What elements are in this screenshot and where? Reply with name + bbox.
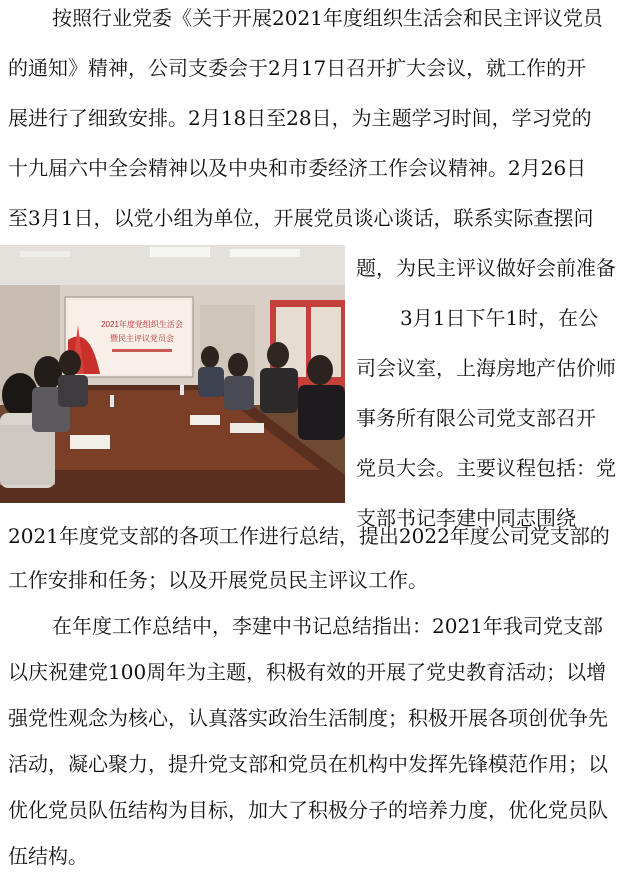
- text-line-8: 司会议室，上海房地产估价师: [356, 356, 616, 380]
- text-line-19: 伍结构。: [8, 844, 88, 868]
- text-line-5: 至3月1日，以党小组为单位，开展党员谈心谈话，联系实际查摆问: [8, 206, 594, 230]
- text-line-9: 事务所有限公司党支部召开: [356, 406, 596, 430]
- text-line-17: 活动，凝心聚力，提升党支部和党员在机构中发挥先锋模范作用；以: [8, 752, 608, 776]
- text-line-7: 3月1日下午1时，在公: [400, 306, 599, 330]
- text-line-12: 2021年度党支部的各项工作进行总结，提出2022年度公司党支部的: [8, 524, 610, 548]
- text-line-10: 党员大会。主要议程包括：党: [356, 456, 616, 480]
- text-line-3: 展进行了细致安排。2月18日至28日，为主题学习时间，学习党的: [8, 106, 592, 130]
- text-line-11: 支部书记李建中同志围绕: [356, 506, 576, 530]
- meeting-photo: [0, 245, 345, 503]
- text-line-2: 的通知》精神，公司支委会于2月17日召开扩大会议，就工作的开: [8, 56, 587, 80]
- text-line-1: 按照行业党委《关于开展2021年度组织生活会和民主评议党员: [52, 6, 603, 30]
- text-line-18: 优化党员队伍结构为目标，加大了积极分子的培养力度，优化党员队: [8, 798, 608, 822]
- text-line-14: 在年度工作总结中，李建中书记总结指出：2021年我司党支部: [52, 614, 603, 638]
- text-line-15: 以庆祝建党100周年为主题，积极有效的开展了党史教育活动；以增: [8, 660, 607, 684]
- text-line-13: 工作安排和任务；以及开展党员民主评议工作。: [8, 568, 428, 592]
- text-line-16: 强党性观念为核心，认真落实政治生活制度；积极开展各项创优争先: [8, 706, 608, 730]
- text-line-4: 十九届六中全会精神以及中央和市委经济工作会议精神。2月26日: [8, 156, 587, 180]
- screen-title: 2021年度党组织生活会: [101, 320, 183, 329]
- text-line-6: 题，为民主评议做好会前准备: [356, 256, 616, 280]
- screen-subtitle: 暨民主评议党员会: [110, 334, 174, 343]
